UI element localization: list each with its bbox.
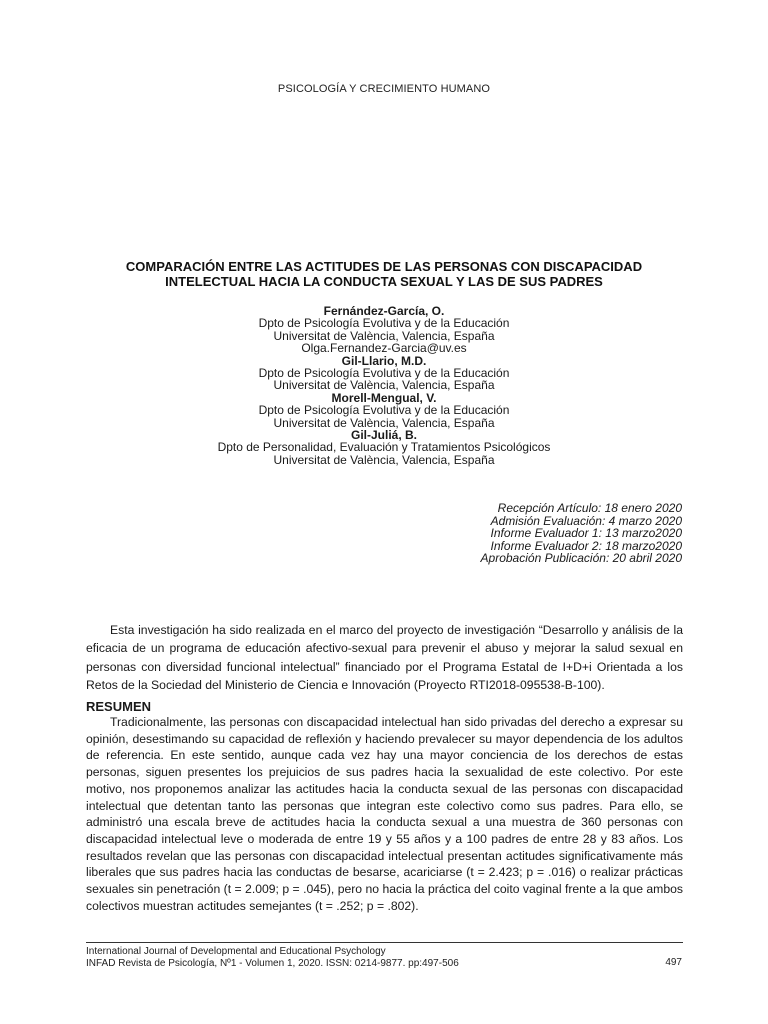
footer-divider — [86, 942, 683, 943]
author-name: Gil-Llario, M.D. — [341, 353, 427, 368]
author-affiliation: Dpto de Personalidad, Evaluación y Tratamientos Psicológicos — [217, 440, 551, 455]
title-line: COMPARACIÓN ENTRE LAS ACTITUDES DE LAS PERSONAS CON DISCAPACIDAD — [125, 259, 643, 274]
abstract-heading: RESUMEN — [86, 699, 152, 714]
title-line: INTELECTUAL HACIA LA CONDUCTA SEXUAL Y LAS DE SUS PADRES — [165, 274, 603, 289]
date-report-2: Informe Evaluador 2: 18 marzo2020 — [490, 538, 682, 553]
author-affiliation: Dpto de Psicología Evolutiva y de la Educación — [258, 366, 510, 381]
author-affiliation: Universitat de València, Valencia, España — [273, 452, 495, 467]
author-affiliation: Dpto de Psicología Evolutiva y de la Educación — [258, 403, 510, 418]
author-block — [84, 305, 684, 466]
author-affiliation: Universitat de València, Valencia, España — [273, 328, 495, 343]
author-email: Olga.Fernandez-Garcia@uv.es — [301, 341, 467, 356]
date-received: Recepción Artículo: 18 enero 2020 — [497, 501, 682, 515]
author-name: Fernández-García, O. — [323, 304, 445, 318]
running-head: PSICOLOGÍA Y CRECIMIENTO HUMANO — [277, 83, 491, 95]
funding-paragraph: Esta investigación ha sido realizada en el marco del proyecto de investigación “Desarrollo y análisis de la eficacia de un programa de educación afectivo-sexual para prevenir el abuso y mejorar la salud sexual en personas con diversidad funcional intelectual” financiado por el Programa Estatal de I+D+i Orientada a los Retos de la Sociedad del Ministerio de Ciencia e Innovación (Proyecto RTI2018-095538-B-100). — [86, 623, 683, 693]
abstract-text: Tradicionalmente, las personas con discapacidad intelectual han sido privadas del derecho a expresar su opinión, desestimando su capacidad de reflexión y haciendo prevalecer su mayor dependencia de los adultos de referencia. En este sentido, aunque cada vez hay una mayor conciencia de los derechos de estas personas, siguen presentes los prejuicios de sus padres hacia la sexualidad de este colectivo. Por este motivo, nos proponemos analizar las actitudes hacia la conducta sexual de las personas con discapacidad intelectual que detentan tanto las personas que integran este colectivo como sus padres. Para ello, se administró una escala breve de actitudes hacia la conducta sexual a una muestra de 360 personas con discapacidad intelectual leve o moderada de entre 19 y 55 años y a 100 padres de entre 28 y 83 años. Los resultados revelan que las personas con discapacidad intelectual presentan actitudes significativamente más liberales que sus padres hacia las conductas de besarse, acariciarse (t = 2.423; p = .016) o realizar prácticas sexuales sin penetración (t = 2.009; p = .045), pero no hacia la práctica del coito vaginal frente a la que ambos colectivos muestran actitudes semejantes (t = .252; p = .802). — [86, 715, 683, 913]
author-affiliation: Universitat de València, Valencia, España — [273, 415, 495, 430]
journal-citation: INFAD Revista de Psicología, Nº1 - Volumen 1, 2020. ISSN: 0214-9877. pp:497-506 — [86, 957, 459, 969]
author-affiliation: Dpto de Psicología Evolutiva y de la Educación — [258, 316, 510, 331]
date-approval: Aprobación Publicación: 20 abril 2020 — [480, 551, 682, 566]
author-name: Morell-Mengual, V. — [331, 390, 437, 405]
page-number: 497 — [665, 957, 682, 968]
journal-name: International Journal of Developmental and Educational Psychology — [86, 946, 386, 957]
date-admission: Admisión Evaluación: 4 marzo 2020 — [490, 513, 682, 528]
article-title — [84, 259, 684, 289]
page-footer — [86, 946, 683, 969]
author-name: Gil-Juliá, B. — [350, 428, 417, 443]
author-affiliation: Universitat de València, Valencia, España — [273, 378, 495, 393]
date-report-1: Informe Evaluador 1: 13 marzo2020 — [490, 526, 682, 541]
submission-dates — [362, 502, 682, 565]
